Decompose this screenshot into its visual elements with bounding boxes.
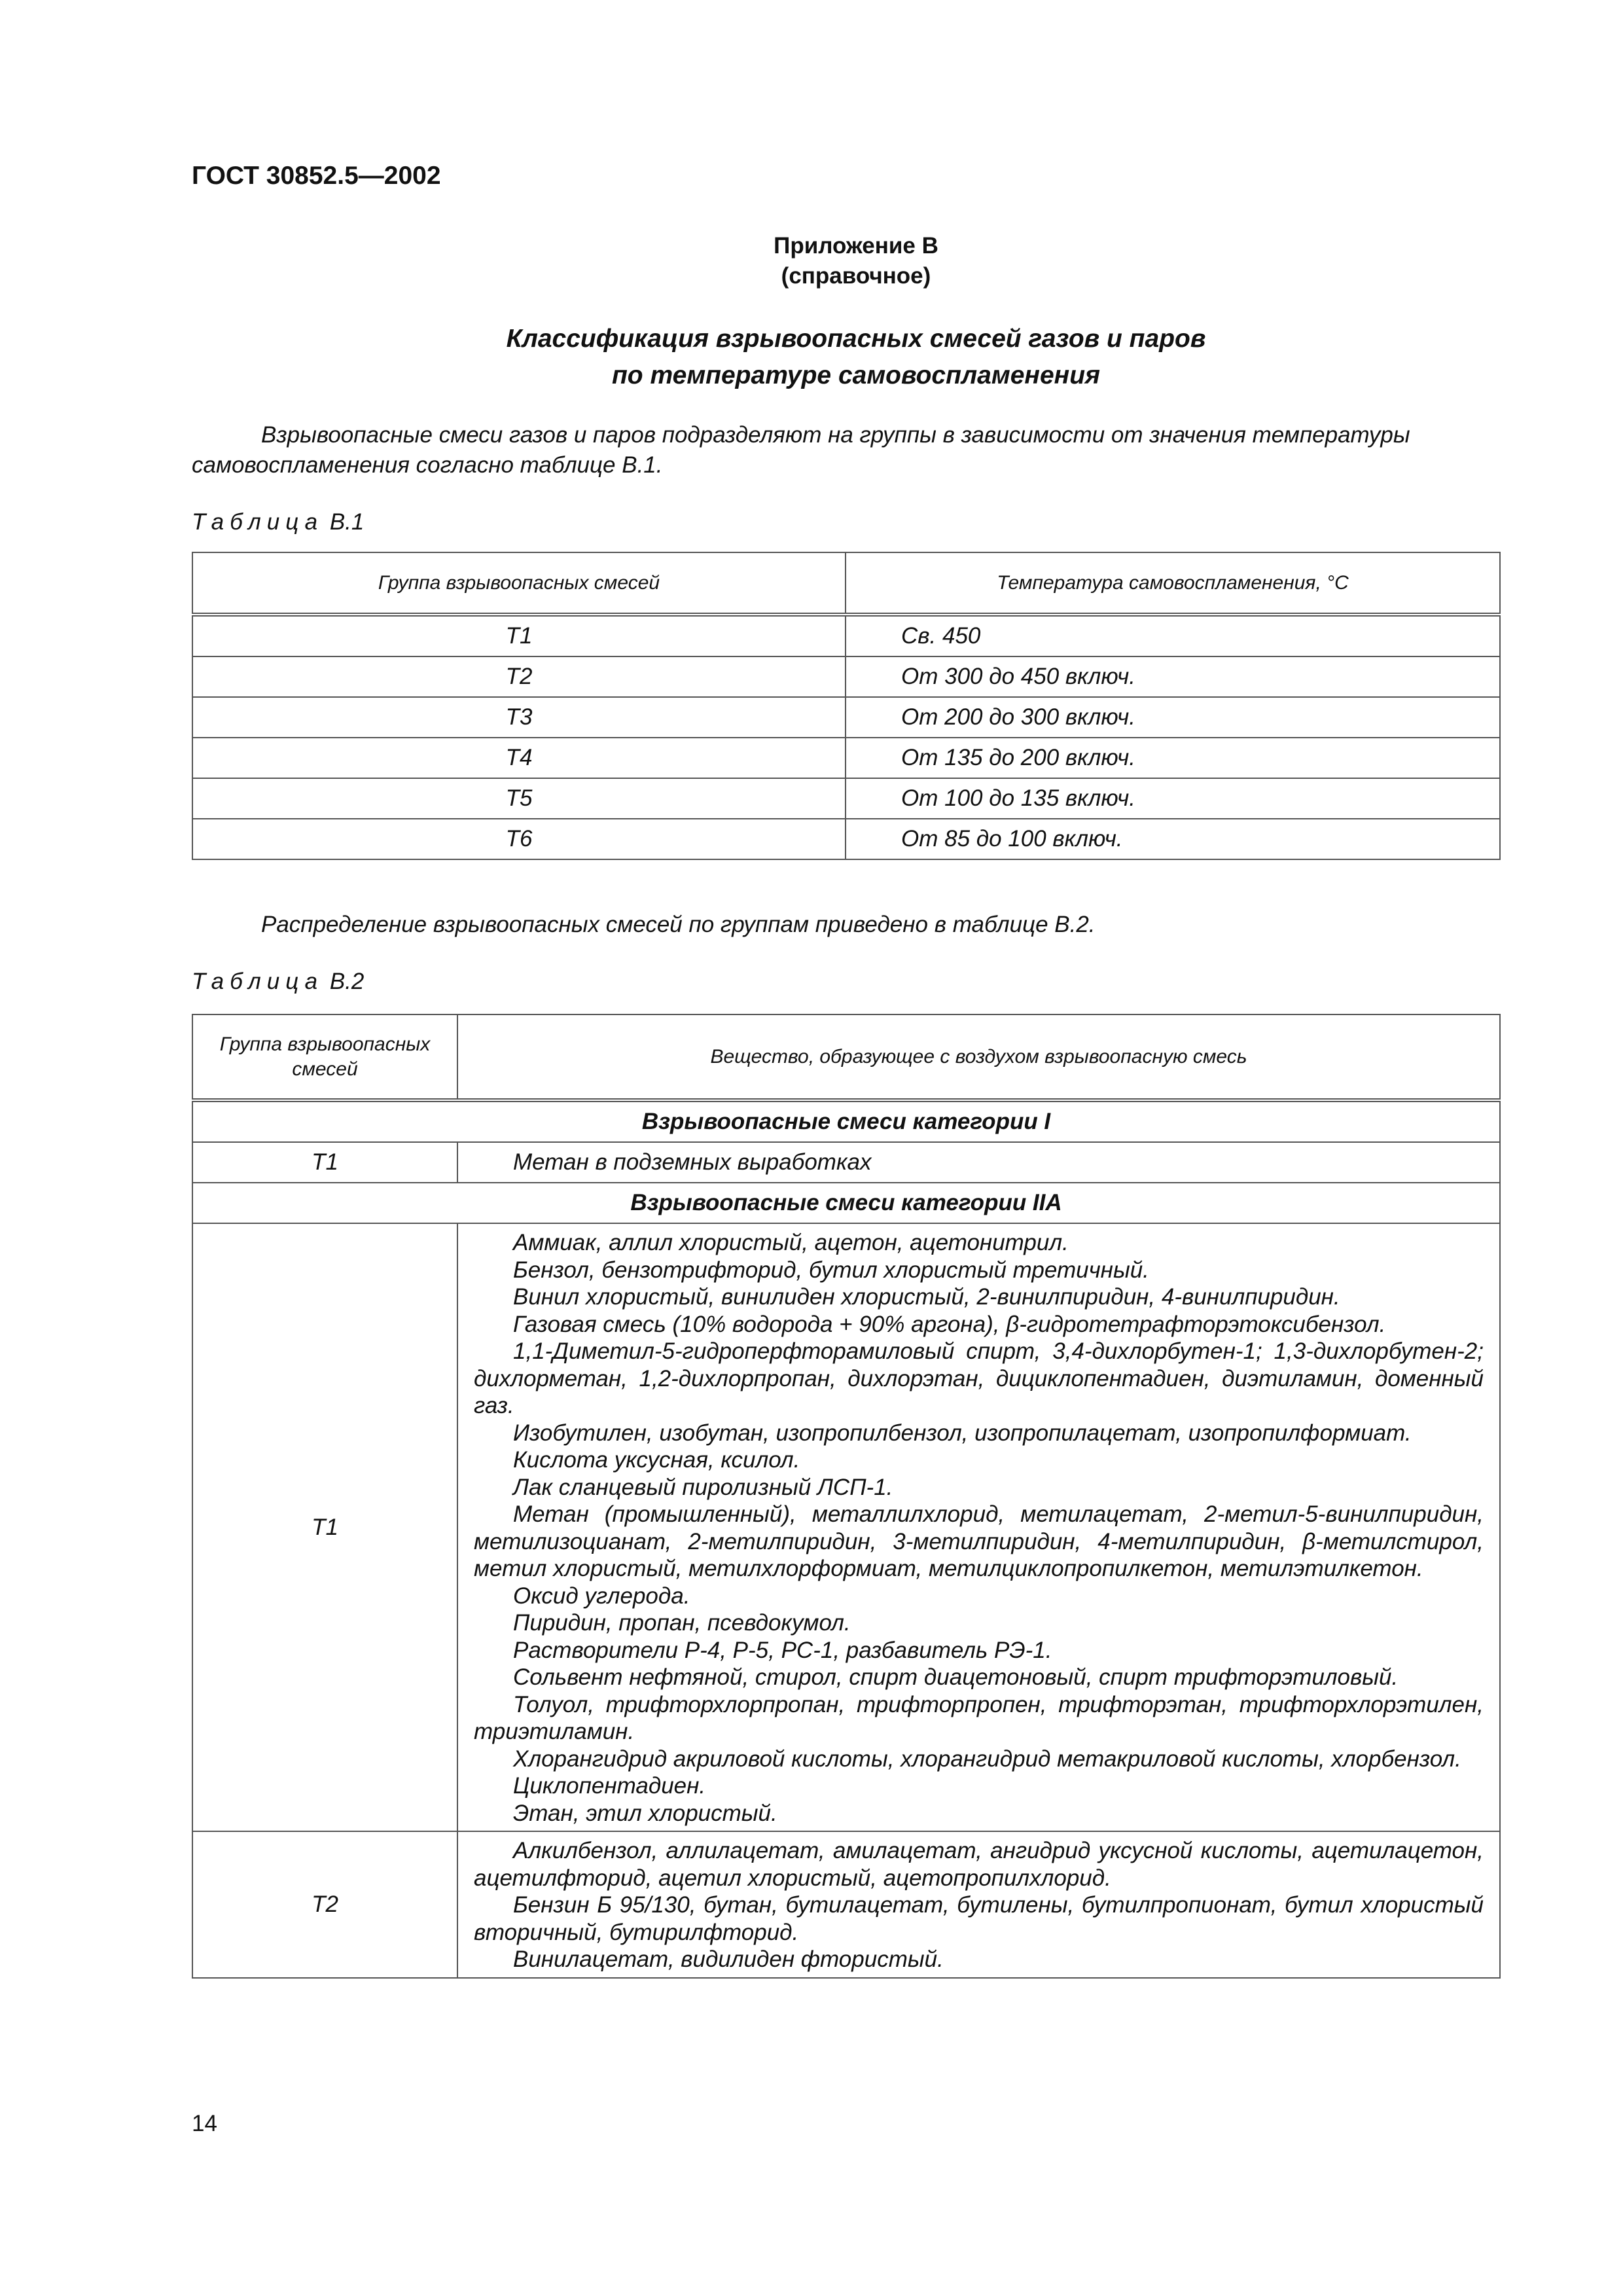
- table2-header-substance: Вещество, образующее с воздухом взрывоопасную смесь: [457, 1014, 1500, 1100]
- table-row: [192, 819, 1500, 859]
- document-code: ГОСТ 30852.5—2002: [192, 162, 441, 190]
- substance-line: Газовая смесь (10% водорода + 90% аргона), β-гидротетрафторэтоксибензол.: [513, 1311, 1386, 1337]
- table1-cell-group: Т2: [192, 656, 846, 697]
- substance-line: 1,1-Диметил-5-гидроперфторамиловый спирт, 3,4-дихлорбутен-1; 1,3-дихлорбутен-2; дихлорметан, 1,2-дихлорпропан, дихлорэтан, дициклопентадиен, диэтиламин, доменный газ.: [474, 1338, 1484, 1418]
- table-row: [192, 1223, 1500, 1831]
- table-row: [192, 697, 1500, 738]
- substance-line: Растворители Р-4, Р-5, РС-1, разбавитель РЭ-1.: [513, 1637, 1052, 1663]
- table1-cell-group: Т5: [192, 778, 846, 819]
- substance-line: Аммиак, аллил хлористый, ацетон, ацетонитрил.: [513, 1230, 1069, 1255]
- table2-cell-group: Т1: [192, 1142, 457, 1183]
- table1-cell-temperature: От 200 до 300 включ.: [846, 697, 1500, 738]
- substance-line: Толуол, трифторхлорпропан, трифторпропен, трифторэтан, трифторхлорэтилен, триэтиламин.: [474, 1691, 1484, 1744]
- substance-line: Сольвент нефтяной, стирол, спирт диацетоновый, спирт трифторэтиловый.: [513, 1664, 1399, 1690]
- table2-caption: [192, 969, 364, 995]
- table1-cell-group: Т4: [192, 738, 846, 778]
- table-row: [192, 778, 1500, 819]
- table2-cell-substance-list: [457, 1831, 1500, 1978]
- table1-cell-temperature: От 100 до 135 включ.: [846, 778, 1500, 819]
- substance-line: Бензол, бензотрифторид, бутил хлористый третичный.: [513, 1257, 1149, 1283]
- annex-subtitle: (справочное): [781, 263, 931, 289]
- section-heading-line-2: по температуре самовоспламенения: [611, 361, 1100, 389]
- section-heading-line-1: Классификация взрывоопасных смесей газов и паров: [506, 325, 1206, 353]
- substance-line: Циклопентадиен.: [513, 1773, 706, 1799]
- substance-line: Оксид углерода.: [513, 1583, 690, 1609]
- table1-caption: [192, 509, 364, 535]
- table1-caption-number: В.1: [329, 509, 365, 535]
- table2-caption-number: В.2: [329, 969, 365, 994]
- table2-cell-substance-list: [457, 1223, 1500, 1831]
- substance-line: Винилацетат, видилиден фтористый.: [513, 1946, 944, 1972]
- table2-cell-group: Т2: [192, 1831, 457, 1978]
- table2-cell-group: Т1: [192, 1223, 457, 1831]
- category-heading-iia: Взрывоопасные смеси категории IIА: [192, 1183, 1500, 1223]
- substance-line: Изобутилен, изобутан, изопропилбензол, изопропилацетат, изопропилформиат.: [513, 1420, 1412, 1446]
- table1-cell-group: Т3: [192, 697, 846, 738]
- table1-cell-temperature: От 135 до 200 включ.: [846, 738, 1500, 778]
- substance-line: Кислота уксусная, ксилол.: [513, 1447, 800, 1473]
- table-row: [192, 1142, 1500, 1183]
- intro-paragraph: Взрывоопасные смеси газов и паров подразделяют на группы в зависимости от значения температуры самовоспламенения согласно таблице В.1.: [192, 422, 1410, 478]
- table2-caption-word: Таблица: [192, 969, 324, 994]
- table1-header-temperature: Температура самовоспламенения, °С: [846, 552, 1500, 615]
- category-heading-i: Взрывоопасные смеси категории I: [192, 1100, 1500, 1142]
- annex-title: Приложение В: [774, 233, 938, 259]
- substance-line: Метан (промышленный), металлилхлорид, метилацетат, 2-метил-5-винилпиридин, метилизоцианат, 2-метилпиридин, 3-метилпиридин, 4-метилпиридин, β-метилстирол, метил хлористый, метилхлорформиат, метилциклопропилкетон, метилэтилкетон.: [474, 1501, 1484, 1581]
- table-row: [192, 656, 1500, 697]
- table1-cell-temperature: Св. 450: [846, 615, 1500, 656]
- substance-line: Винил хлористый, винилиден хлористый, 2-винилпиридин, 4-винилпиридин.: [513, 1284, 1340, 1310]
- table1-cell-group: Т1: [192, 615, 846, 656]
- table1-cell-temperature: От 300 до 450 включ.: [846, 656, 1500, 697]
- table-b2: [192, 1014, 1501, 1979]
- table1-caption-word: Таблица: [192, 509, 324, 535]
- section-heading: [0, 321, 1623, 394]
- table-row: [192, 615, 1500, 656]
- table-row: [192, 1831, 1500, 1978]
- substance-line: Лак сланцевый пиролизный ЛСП-1.: [513, 1474, 893, 1500]
- page-number: 14: [192, 2111, 217, 2136]
- table-b1: [192, 552, 1501, 860]
- substance-line: Этан, этил хлористый.: [513, 1800, 777, 1826]
- table1-header-group: Группа взрывоопасных смесей: [192, 552, 846, 615]
- substance-line: Алкилбензол, аллилацетат, амилацетат, ангидрид уксусной кислоты, ацетилацетон, ацетилфторид, ацетил хлористый, ацетопропилхлорид.: [474, 1838, 1484, 1891]
- annex-header: [0, 231, 1623, 291]
- table-row: [192, 738, 1500, 778]
- substance-line: Пиридин, пропан, псевдокумол.: [513, 1610, 851, 1636]
- substance-line: Бензин Б 95/130, бутан, бутилацетат, бутилены, бутилпропионат, бутил хлористый вторичный, бутирилфторид.: [474, 1892, 1484, 1945]
- table2-header-group: Группа взрывоопасных смесей: [192, 1014, 457, 1100]
- table1-cell-group: Т6: [192, 819, 846, 859]
- substance-line: Хлорангидрид акриловой кислоты, хлорангидрид метакриловой кислоты, хлорбензол.: [513, 1746, 1461, 1772]
- table2-cell-substance: Метан в подземных выработках: [457, 1142, 1500, 1183]
- table1-cell-temperature: От 85 до 100 включ.: [846, 819, 1500, 859]
- distribution-paragraph: Распределение взрывоопасных смесей по группам приведено в таблице В.2.: [261, 912, 1096, 937]
